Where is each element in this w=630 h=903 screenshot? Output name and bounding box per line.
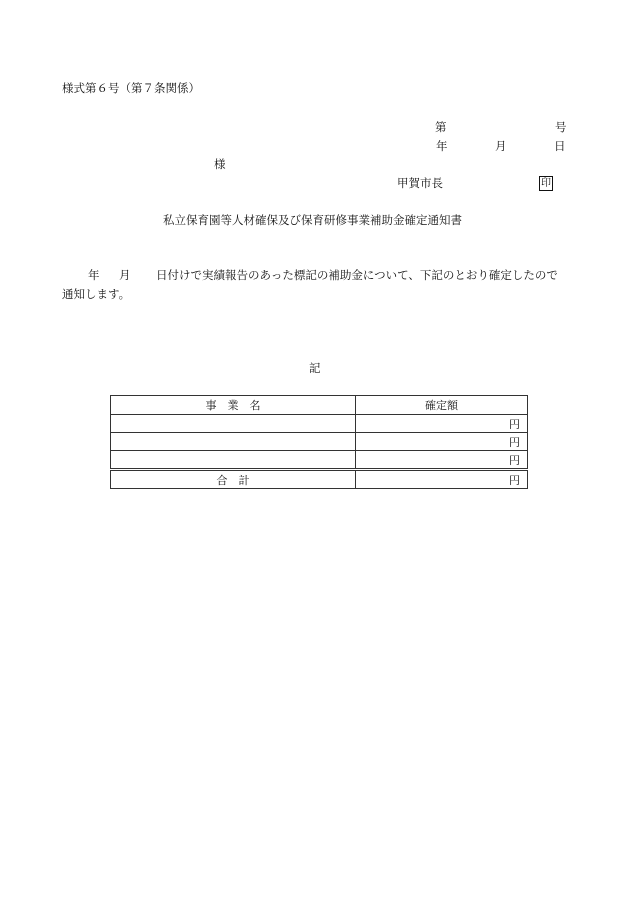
table-row <box>111 433 528 451</box>
cell-project-name <box>111 415 356 433</box>
ki-heading: 記 <box>309 361 321 375</box>
cell-amount: 円 <box>356 433 528 451</box>
cell-project-name <box>111 451 356 470</box>
body-line-2: 通知します。 <box>62 287 131 301</box>
total-label: 合 計 <box>111 470 356 489</box>
addressee-suffix: 様 <box>214 157 226 171</box>
document-title: 私立保育園等人材確保及び保育研修事業補助金確定通知書 <box>163 213 462 227</box>
date-year: 年 <box>436 139 448 153</box>
seal-icon: 印 <box>541 178 551 189</box>
date-day: 日 <box>554 139 566 153</box>
seal-mark <box>539 175 553 191</box>
header-project-name: 事 業 名 <box>111 396 356 415</box>
doc-number-dai: 第 <box>435 120 447 134</box>
table-row <box>111 451 528 470</box>
date-month: 月 <box>495 139 507 153</box>
table-total-row <box>111 470 528 489</box>
cell-amount: 円 <box>356 415 528 433</box>
subsidy-table <box>110 395 528 489</box>
body-month: 月 <box>119 268 131 282</box>
issuer-title: 甲賀市長 <box>397 176 443 190</box>
doc-number-go: 号 <box>555 120 567 134</box>
table-row <box>111 415 528 433</box>
form-label: 様式第６号（第７条関係） <box>62 81 200 95</box>
table-header-row <box>111 396 528 415</box>
cell-amount: 円 <box>356 451 528 470</box>
cell-project-name <box>111 433 356 451</box>
body-year: 年 <box>88 268 100 282</box>
header-confirmed-amount: 確定額 <box>356 396 528 415</box>
total-amount: 円 <box>356 470 528 489</box>
body-line-1: 日付けで実績報告のあった標記の補助金について、下記のとおり確定したので <box>156 268 558 282</box>
